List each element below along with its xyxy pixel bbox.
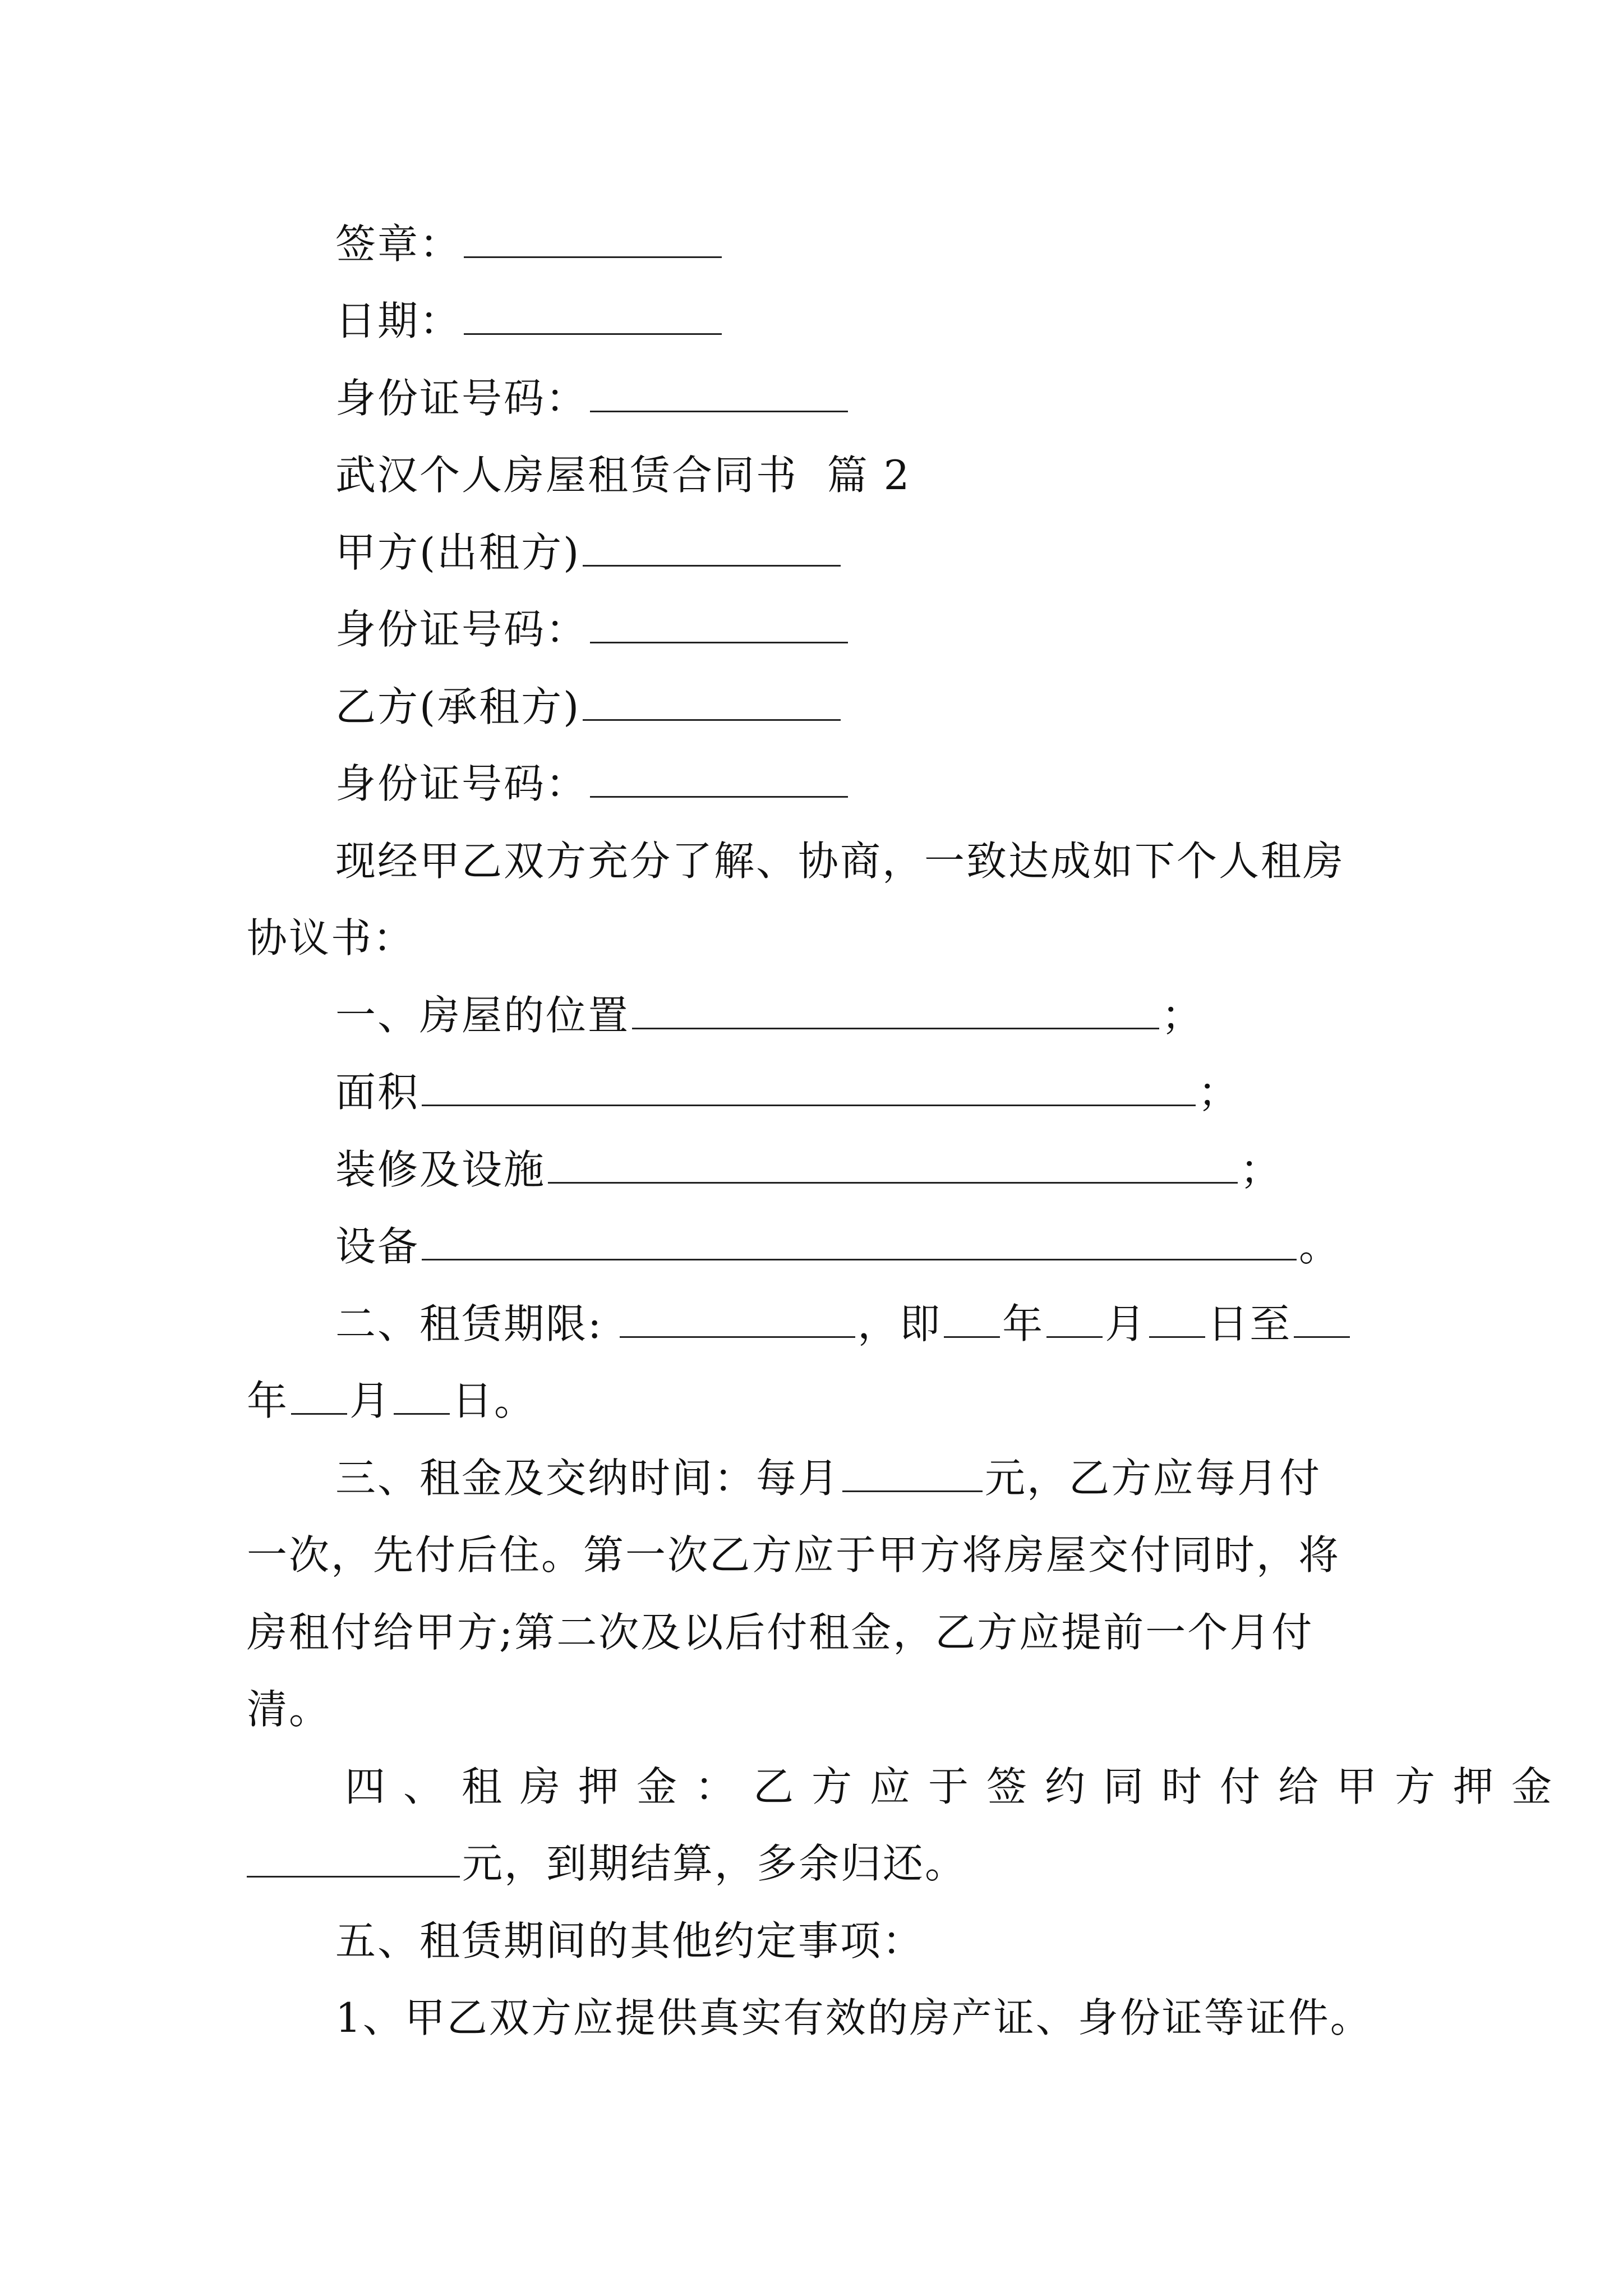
contract-part: 篇 2 bbox=[827, 452, 911, 499]
party-b-id-label: 身份证号码： bbox=[335, 760, 588, 807]
decoration-line bbox=[335, 1142, 1282, 1198]
signer-id-blank bbox=[590, 378, 848, 412]
rent-line-1 bbox=[335, 1450, 1321, 1506]
area-end: ； bbox=[1198, 1069, 1241, 1116]
end-month-blank bbox=[291, 1381, 347, 1415]
contract-heading bbox=[335, 447, 911, 503]
party-a-id-label: 身份证号码： bbox=[335, 606, 588, 653]
area-blank bbox=[422, 1072, 1196, 1106]
lease-term-label: 二、租赁期限: bbox=[335, 1300, 603, 1347]
deposit-line-2 bbox=[247, 1835, 967, 1892]
rent-line-3: 房租付给甲方;第二次及以后付租金，乙方应提前一个月付 bbox=[247, 1609, 1314, 1656]
lease-term-line-2 bbox=[247, 1373, 536, 1429]
party-b-line bbox=[335, 679, 843, 735]
equipment-blank bbox=[422, 1226, 1297, 1260]
equipment-end: 。 bbox=[1299, 1223, 1341, 1270]
lease-term-blank bbox=[620, 1304, 855, 1338]
party-b-label: 乙方(承租方) bbox=[335, 683, 581, 730]
party-b-id-line bbox=[335, 756, 850, 812]
end-month-label: 月 bbox=[349, 1377, 392, 1424]
lease-term-line-1 bbox=[335, 1296, 1352, 1352]
date-label: 日期： bbox=[335, 297, 462, 344]
deposit-label-tail: 元，到期结算，多余归还。 bbox=[462, 1840, 967, 1887]
area-line bbox=[335, 1064, 1240, 1120]
party-a-id-line bbox=[335, 601, 850, 657]
intro-line-2: 协议书： bbox=[247, 914, 416, 961]
end-day-blank bbox=[394, 1381, 450, 1415]
date-blank bbox=[464, 301, 722, 335]
location-blank bbox=[632, 995, 1159, 1029]
decoration-end: ； bbox=[1240, 1146, 1283, 1193]
end-day-label: 日。 bbox=[452, 1377, 537, 1424]
start-day-to-label: 日至 bbox=[1207, 1300, 1292, 1347]
location-end: ； bbox=[1161, 992, 1204, 1039]
party-a-id-blank bbox=[590, 609, 848, 643]
equipment-label: 设备 bbox=[335, 1223, 420, 1270]
rent-line-2: 一次，先付后住。第一次乙方应于甲方将房屋交付同时，将 bbox=[247, 1531, 1341, 1579]
deposit-amount-blank bbox=[247, 1843, 460, 1878]
lease-term-ji: ，即 bbox=[857, 1300, 942, 1347]
start-month-label: 月 bbox=[1105, 1300, 1147, 1347]
seal-label: 签章： bbox=[335, 220, 462, 268]
party-a-label: 甲方(出租方) bbox=[335, 529, 581, 576]
start-year-label: 年 bbox=[1002, 1300, 1045, 1347]
start-year-blank bbox=[944, 1304, 1000, 1338]
other-terms-item-1: 1、甲乙双方应提供真实有效的房产证、身份证等证件。 bbox=[335, 1994, 1372, 2041]
party-a-blank bbox=[583, 532, 841, 567]
decoration-blank bbox=[548, 1149, 1238, 1184]
date-line bbox=[335, 293, 724, 349]
signer-id-line bbox=[335, 370, 850, 426]
seal-blank bbox=[464, 224, 722, 258]
equipment-line bbox=[335, 1218, 1341, 1274]
start-day-blank bbox=[1149, 1304, 1205, 1338]
decoration-label: 装修及设施 bbox=[335, 1146, 546, 1193]
party-b-id-blank bbox=[590, 763, 848, 798]
start-month-blank bbox=[1046, 1304, 1103, 1338]
rent-label: 三、租金及交纳时间：每月 bbox=[335, 1455, 841, 1502]
party-a-line bbox=[335, 524, 843, 581]
contract-title: 武汉个人房屋租赁合同书 bbox=[335, 452, 799, 499]
intro-line-1: 现经甲乙双方充分了解、协商，一致达成如下个人租房 bbox=[335, 838, 1345, 885]
end-year-blank bbox=[1294, 1304, 1350, 1338]
rent-amount-blank bbox=[842, 1458, 983, 1492]
party-b-blank bbox=[583, 687, 841, 721]
seal-line bbox=[335, 216, 724, 272]
location-line bbox=[335, 987, 1204, 1043]
signer-id-label: 身份证号码： bbox=[335, 375, 588, 422]
location-label: 一、房屋的位置 bbox=[335, 992, 630, 1039]
end-year-label: 年 bbox=[247, 1377, 289, 1424]
other-terms-title: 五、租赁期间的其他约定事项： bbox=[335, 1917, 925, 1964]
area-label: 面积 bbox=[335, 1069, 420, 1116]
rent-line-4: 清。 bbox=[247, 1686, 331, 1733]
deposit-line-1: 四、租房押金：乙方应于签约同时付给甲方押金 bbox=[345, 1763, 1570, 1810]
rent-label-tail: 元，乙方应每月付 bbox=[985, 1455, 1322, 1502]
